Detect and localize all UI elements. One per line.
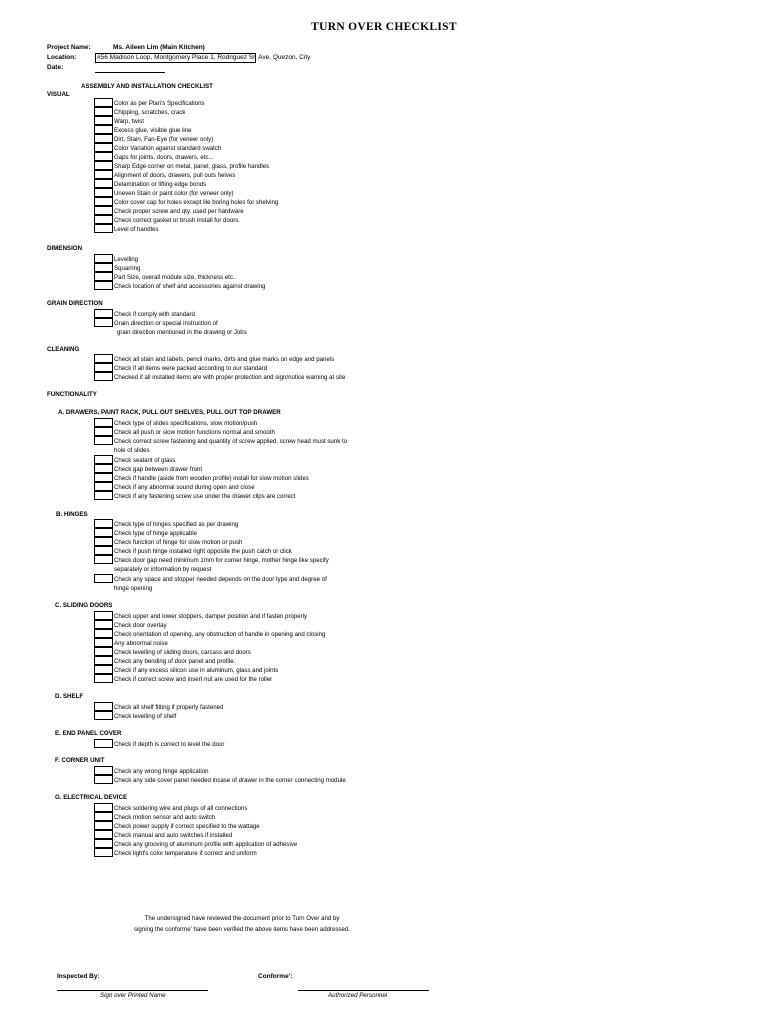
checkbox[interactable]: [94, 629, 113, 638]
check-item: Check soldering wire and plugs of all connections: [114, 804, 248, 812]
check-item: Checked if all installed items are with proper protection and sign/notice warning at site: [114, 373, 346, 381]
checkbox[interactable]: [94, 482, 113, 491]
checkbox[interactable]: [94, 830, 113, 839]
conforme-signature-line[interactable]: [298, 983, 429, 991]
check-item: Check if comply with standard: [114, 310, 195, 318]
checkbox[interactable]: [94, 611, 113, 620]
checkbox[interactable]: [94, 537, 113, 546]
check-item: Uneven Stain or paint color (for veneer only): [114, 189, 234, 197]
group-title-hinges: B. HINGES: [56, 511, 88, 518]
project-name-label: Project Name:: [47, 44, 91, 51]
checkbox[interactable]: [94, 821, 113, 830]
check-item: Alignment of doors, drawers, pull outs helves: [114, 171, 236, 179]
inspected-by-caption: Sign over Printed Name: [100, 992, 166, 999]
group-title-corner-unit: F. CORNER UNIT: [55, 757, 105, 764]
checkbox[interactable]: [94, 170, 113, 179]
conforme-caption: Authorized Personnel: [328, 992, 388, 999]
check-item: Check levelling of sliding doors, carcass and doors: [114, 648, 251, 656]
check-item: grain direction mentioned in the drawing or Jobs: [117, 328, 247, 336]
check-item: hinge opening: [114, 584, 153, 592]
section-title-visual: VISUAL: [47, 91, 70, 98]
check-item: Delamination or lifting edge bonds: [114, 180, 207, 188]
check-item: Color as per Plan's Specifications: [114, 99, 205, 107]
checkbox[interactable]: [94, 318, 113, 327]
check-item: Sharp Edge corner on metal, panel, glass, profile handles: [114, 162, 270, 170]
page-title: TURN OVER CHECKLIST: [311, 21, 457, 33]
checkbox[interactable]: [94, 473, 113, 482]
check-item: Check any grooving of aluminum profile with application of adhesive: [114, 840, 298, 848]
group-title-drawers: A. DRAWERS, PAINT RACK, PULL OUT SHELVES, PULL OUT TOP DRAWER: [58, 409, 281, 416]
checkbox[interactable]: [94, 711, 113, 720]
check-item: Check if all items were packed according to our standard: [114, 364, 268, 372]
check-item: hole of slides: [114, 446, 150, 454]
check-item: Check if handle (aside from wooden profile) install for slow motion slides: [114, 474, 309, 482]
group-title-sliding-doors: C. SLIDING DOORS: [55, 602, 113, 609]
check-item: Check door gap need minimum 1mm for corner hinge, mother hinge like specify: [114, 556, 329, 564]
check-item: Squarring: [114, 264, 141, 272]
date-field[interactable]: [95, 63, 165, 73]
check-item: Warp, twist: [114, 117, 144, 125]
check-item: Check if any excess silicon use in aluminum, glass and joints: [114, 666, 279, 674]
check-item: Check door overlay: [114, 621, 167, 629]
checkbox[interactable]: [94, 254, 113, 263]
checkbox[interactable]: [94, 152, 113, 161]
checkbox[interactable]: [94, 528, 113, 537]
check-item: Gaps for joints, doors, drawers, etc...: [114, 153, 214, 161]
section-title-cleaning: CLEANING: [47, 346, 80, 353]
checkbox[interactable]: [94, 574, 113, 583]
checkbox[interactable]: [94, 197, 113, 206]
checkbox[interactable]: [94, 188, 113, 197]
check-item: Chipping, scratches, crack: [114, 108, 186, 116]
checkbox[interactable]: [94, 555, 113, 564]
check-item: Check type of hinges specified as per drawing: [114, 520, 239, 528]
check-item: Grain direction or special instruction of: [114, 319, 218, 327]
check-item: Check all push or slow motion functions normal and smooth: [114, 428, 275, 436]
checkbox[interactable]: [94, 116, 113, 125]
checkbox[interactable]: [94, 702, 113, 711]
checkbox[interactable]: [94, 491, 113, 500]
checkbox[interactable]: [94, 775, 113, 784]
checkbox[interactable]: [94, 519, 113, 528]
checkbox[interactable]: [94, 206, 113, 215]
check-item: Check if correct screw and insert nut are used for the roller: [114, 675, 273, 683]
checkbox[interactable]: [94, 272, 113, 281]
check-item: Check if any fastening screw use under the drawer clips are correct: [114, 492, 296, 500]
group-title-end-panel: E. END PANEL COVER: [55, 730, 122, 737]
check-item: Check any space and stopper needed depends on the door type and degree of: [114, 575, 327, 583]
check-item: Check sealant of glass: [114, 456, 176, 464]
checkbox[interactable]: [94, 812, 113, 821]
checkbox[interactable]: [94, 215, 113, 224]
check-item: Check any side cover panel needed incase of drawer in the corner connecting module: [114, 776, 346, 784]
check-item: Check correct gasket or brush install for doors.: [114, 216, 240, 224]
checkbox[interactable]: [94, 839, 113, 848]
check-item: Dirt, Stain, Fan-Eye (for veneer only): [114, 135, 214, 143]
date-label: Date:: [47, 64, 64, 71]
inspected-by-label: Inspected By:: [57, 973, 100, 980]
check-item: Check function of hinge for slow motion or push: [114, 538, 243, 546]
check-item: Check type of hinge applicable: [114, 529, 197, 537]
check-item: Check any wrong hinge application: [114, 767, 209, 775]
check-item: Check motion sensor and auto switch: [114, 813, 216, 821]
checkbox[interactable]: [94, 354, 113, 363]
checkbox[interactable]: [94, 125, 113, 134]
check-item: Check gap between drawer front: [114, 465, 203, 473]
statement-line-2: signing the conforme' have been verified the above items have been addressed.: [134, 926, 350, 933]
check-item: Check light's color temperature if correct and uniform: [114, 849, 257, 857]
check-item: Part Size, overall module size, thickness etc..: [114, 273, 237, 281]
checkbox[interactable]: [94, 647, 113, 656]
checkbox[interactable]: [94, 766, 113, 775]
section-title-functionality: FUNCTIONALITY: [47, 391, 97, 398]
checkbox[interactable]: [94, 674, 113, 683]
checkbox[interactable]: [94, 98, 113, 107]
checkbox[interactable]: [94, 638, 113, 647]
conforme-label: Conforme':: [258, 973, 293, 980]
check-item: Check all stain and labels, pencil marks, dirts and glue marks on edge and panels: [114, 355, 335, 363]
checkbox[interactable]: [94, 263, 113, 272]
check-item: Check correct screw fastening and quantity of screw applied, screw head must sunk to: [114, 437, 348, 445]
check-item: Check manual and auto switches if installed: [114, 831, 233, 839]
check-item: Check proper screw and qty. used per hardware: [114, 207, 244, 215]
check-item: Check if any abnormal sound during open and close: [114, 483, 255, 491]
checkbox[interactable]: [94, 848, 113, 857]
check-item: Check if push hinge installed right opposite the push catch or click: [114, 547, 292, 555]
checkbox[interactable]: [94, 134, 113, 143]
checkbox[interactable]: [94, 372, 113, 381]
checkbox[interactable]: [94, 620, 113, 629]
check-item: Check all shelf fitting if properly fastened: [114, 703, 224, 711]
checkbox[interactable]: [94, 436, 113, 445]
section-title-dimension: DIMENSION: [47, 245, 83, 252]
checkbox[interactable]: [94, 546, 113, 555]
checkbox[interactable]: [94, 224, 113, 233]
check-item: Check type of slides specifications, slow motion/push: [114, 419, 258, 427]
checkbox[interactable]: [94, 281, 113, 290]
checklist-heading: ASSEMBLY AND INSTALLATION CHECKLIST: [81, 83, 213, 90]
check-item: Check if depth is correct to level the door: [114, 740, 225, 748]
check-item: Levelling: [114, 255, 139, 263]
check-item: Check orientation of opening, any obstruction of handle in opening and closing: [114, 630, 326, 638]
check-item: Any abnormal noise: [114, 639, 168, 647]
check-item: Check power supply if correct specified to the wattage: [114, 822, 260, 830]
checkbox[interactable]: [94, 363, 113, 372]
group-title-electrical: G. ELECTRICAL DEVICE: [55, 794, 128, 801]
checkbox[interactable]: [94, 107, 113, 116]
check-item: Check location of shelf and accessories against drawing: [114, 282, 266, 290]
checkbox[interactable]: [94, 161, 113, 170]
checkbox[interactable]: [94, 455, 113, 464]
checkbox[interactable]: [94, 309, 113, 318]
checkbox[interactable]: [94, 418, 113, 427]
checkbox[interactable]: [94, 427, 113, 436]
project-name-value: Ms. Aileen Lim (Main Kitchen): [113, 44, 205, 51]
check-item: Color cover cap for holes except lile boring holes for shelving: [114, 198, 279, 206]
group-title-shelf: D. SHELF: [55, 693, 84, 700]
checkbox[interactable]: [94, 665, 113, 674]
check-item: Check any bending of door panel and profile.: [114, 657, 236, 665]
check-item: Color Variation against standard swatch: [114, 144, 222, 152]
checkbox[interactable]: [94, 464, 113, 473]
check-item: Check upper and lower stoppers, damper position and if fasten properly: [114, 612, 308, 620]
location-label: Location:: [47, 54, 77, 61]
section-title-grain: GRAIN DIRECTION: [47, 300, 103, 307]
inspected-by-signature-line[interactable]: [57, 983, 208, 991]
check-item: Level of handles: [114, 225, 159, 233]
check-item: Excess glue, visible glue line: [114, 126, 192, 134]
check-item: Check levelling of shelf: [114, 712, 177, 720]
checkbox[interactable]: [94, 656, 113, 665]
location-value: #56 Madison Loop, Montgomery Place 1, Rodriguez Sr. Ave. Quezon, City: [97, 54, 311, 61]
checkbox[interactable]: [94, 739, 113, 748]
checkbox[interactable]: [94, 143, 113, 152]
checkbox[interactable]: [94, 803, 113, 812]
statement-line-1: The undersigned have reviewed the document prior to Turn Over and by: [144, 915, 340, 922]
check-item: separately or information by request: [114, 565, 212, 573]
checkbox[interactable]: [94, 179, 113, 188]
